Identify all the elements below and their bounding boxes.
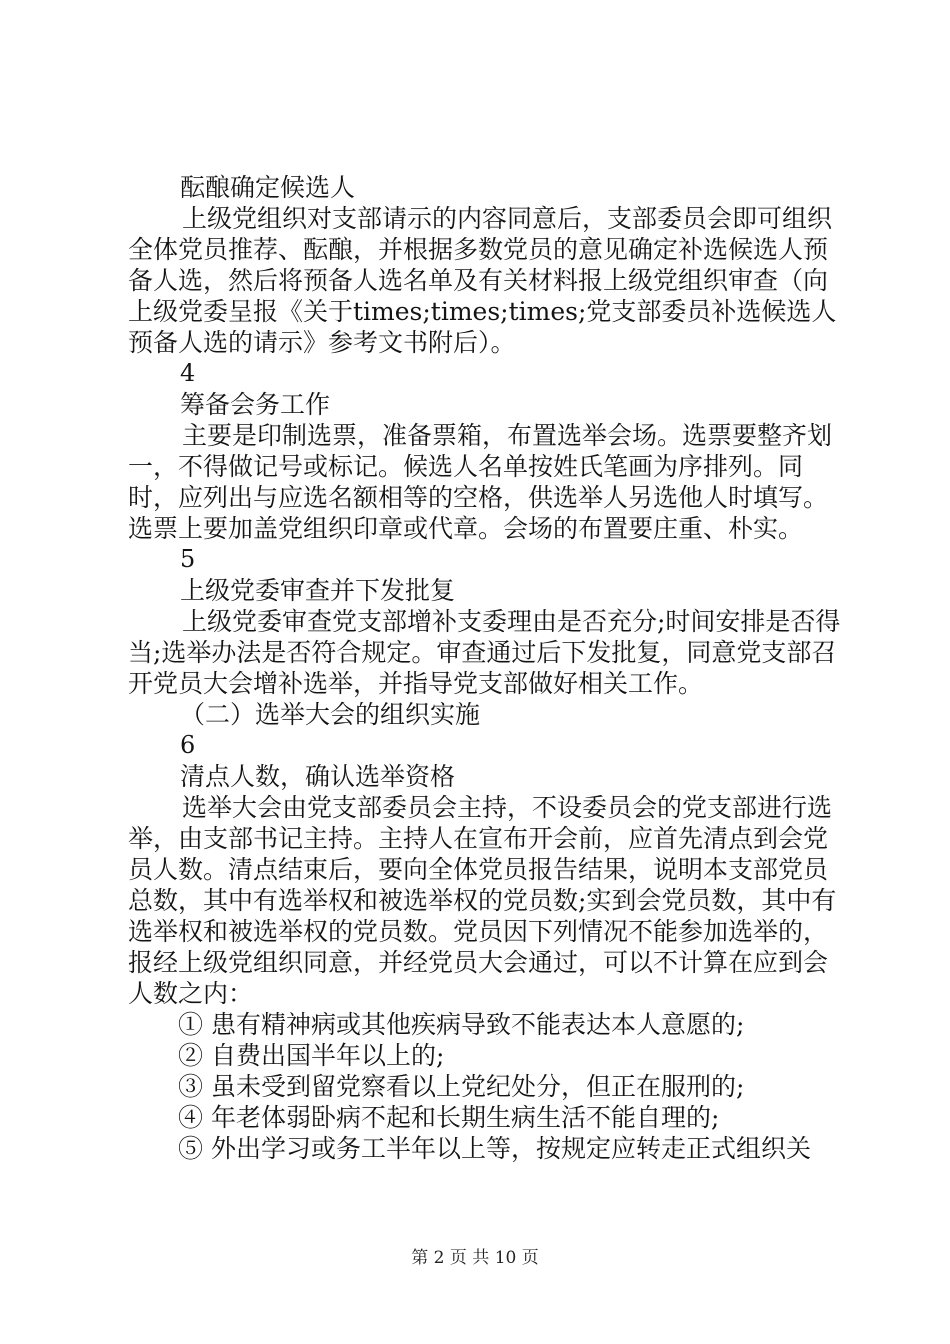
paragraph-meeting-prep: 主要是印制选票，准备票箱，布置选举会场。选票要整齐划一，不得做记号或标记。候选人名单按姓氏笔画为序排列。同时，应列出与应选名额相等的空格，供选举人另选他人时填写。选票上要加盖党组织印章或代章。会场的布置要庄重、朴实。 — [128, 421, 833, 543]
heading-review-approval: 上级党委审查并下发批复 — [180, 576, 456, 605]
paragraph-headcount: 选举大会由党支部委员会主持，不设委员会的党支部进行选举，由支部书记主持。主持人在宣布开会前，应首先清点到会党员人数。清点结束后，要向全体党员报告结果，说明本支部党员总数，其中有选举权和被选举权的党员数;实到会党员数，其中有选举权和被选举权的党员数。党员因下列情况不能参加选举的，报经上级党组织同意，并经党员大会通过，可以不计算在应到会人数之内： — [128, 793, 837, 1008]
document-body — [128, 172, 848, 1164]
step-number-5: 5 — [180, 545, 196, 573]
list-item: ⑤ 外出学习或务工半年以上等，按规定应转走正式组织关 — [178, 1134, 811, 1163]
page-footer: 第 2 页 共 10 页 — [411, 1248, 539, 1268]
section-heading-election-meeting: （二）选举大会的组织实施 — [180, 700, 481, 729]
step-number-6: 6 — [180, 731, 196, 759]
list-item: ① 患有精神病或其他疾病导致不能表达本人意愿的; — [178, 1010, 745, 1039]
heading-headcount: 清点人数，确认选举资格 — [180, 762, 456, 791]
list-item: ③ 虽未受到留党察看以上党纪处分，但正在服刑的; — [178, 1072, 745, 1101]
heading-meeting-prep: 筹备会务工作 — [180, 390, 331, 419]
heading-candidates: 酝酿确定候选人 — [180, 173, 356, 202]
list-item: ② 自费出国半年以上的; — [178, 1041, 445, 1070]
list-item: ④ 年老体弱卧病不起和长期生病生活不能自理的; — [178, 1103, 720, 1132]
paragraph-review-approval: 上级党委审查党支部增补支委理由是否充分;时间安排是否得当;选举办法是否符合规定。审查通过后下发批复，同意党支部召开党员大会增补选举，并指导党支部做好相关工作。 — [128, 607, 841, 698]
paragraph-candidates: 上级党组织对支部请示的内容同意后，支部委员会即可组织全体党员推荐、酝酿，并根据多数党员的意见确定补选候选人预备人选，然后将预备人选名单及有关材料报上级党组织审查（向上级党委呈报《关于times;times;times;党支部委员补选候选人预备人选的请示》参考文书附后）。 — [128, 204, 837, 357]
step-number-4: 4 — [180, 359, 196, 387]
